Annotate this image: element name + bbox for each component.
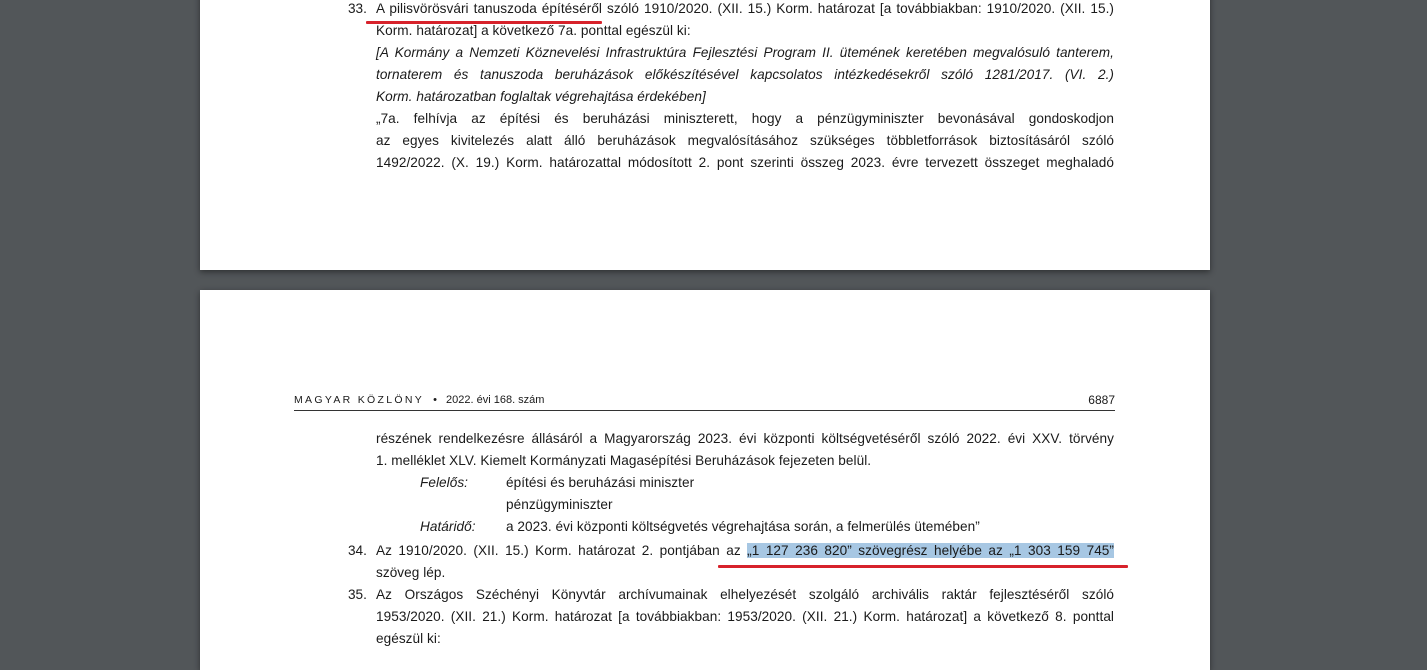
page-header [294,390,1115,411]
page-number: 6887 [1088,393,1115,407]
red-underline-annotation-2 [718,565,1128,568]
item-34-plain-text: Az 1910/2020. (XII. 15.) Korm. határozat 2. pontjában az [376,543,748,558]
item-33-quote-line-3: 1492/2022. (X. 19.) Korm. határozattal módosított 2. pont szerinti összeg 2023. évre tervezett összeget meghaladó [376,155,1114,170]
item-34-line-1 [376,540,1114,562]
item-33-quote-line-2: az egyes kivitelezés alatt álló beruházások megvalósításához szükséges többletforrások biztosításáról szóló [376,133,1114,148]
document-page-1 [200,0,1210,270]
item-33-italic-line-3: Korm. határozatban foglaltak végrehajtása érdekében] [376,89,706,104]
header-bullet: • [433,394,437,406]
item-33-line-1-rest: szóló 1910/2020. (XII. 15.) Korm. határozat [a továbbiakban: 1910/2020. (XII. 15.) [602,1,1114,16]
item-35-line-1: Az Országos Széchényi Könyvtár archívumainak elhelyezését szolgáló archivális raktár fejlesztéséről szóló [376,587,1114,602]
deadline-label: Határidő: [420,519,476,534]
item-33-number: 33. [348,1,367,16]
deadline-value: a 2023. évi központi költségvetés végrehajtása során, a felmerülés ütemében” [506,519,980,534]
publication-name: MAGYAR KÖZLÖNY [294,394,425,406]
item-33-quote-line-1: „7a. felhívja az építési és beruházási miniszterett, hogy a pénzügyminiszter bevonásával gondoskodjon [376,111,1114,126]
item-33-underlined-title: A pilisvörösvári tanuszoda építéséről [376,1,602,16]
highlighted-text[interactable]: „1 127 236 820” szövegrész helyébe az „1 303 159 745” [747,543,1114,558]
item-35-line-2: 1953/2020. (XII. 21.) Korm. határozat [a továbbiakban: 1953/2020. (XII. 21.) Korm. határozat] a következő 8. ponttal [376,609,1114,624]
continuation-line-2: 1. melléklet XLV. Kiemelt Kormányzati Magasépítési Beruházások fejezeten belül. [376,453,872,468]
responsible-label: Felelős: [420,475,468,490]
continuation-line-1: részének rendelkezésre állásáról a Magyarország 2023. évi központi költségvetéséről szóló 2022. évi XXV. törvény [376,431,1114,446]
item-33-line-2: Korm. határozat] a következő 7a. ponttal egészül ki: [376,23,691,38]
responsible-value-1: építési és beruházási miniszter [506,475,695,490]
item-34-line-2: szöveg lép. [376,565,446,580]
item-33-line-1 [376,0,1114,20]
item-35-number: 35. [348,587,367,602]
responsible-value-2: pénzügyminiszter [506,497,613,512]
item-35-line-3: egészül ki: [376,631,441,646]
item-33-italic-line-2: tornaterem és tanuszoda beruházások előkészítésével kapcsolatos intézkedésekről szóló 1281/2017. (VI. 2.) [376,67,1114,82]
item-34-number: 34. [348,543,367,558]
item-33-italic-line-1: [A Kormány a Nemzeti Köznevelési Infrastruktúra Fejlesztési Program II. ütemének keretében megvalósuló tanterem, [376,45,1114,60]
document-page-2 [200,290,1210,670]
issue-label: 2022. évi 168. szám [446,394,545,406]
